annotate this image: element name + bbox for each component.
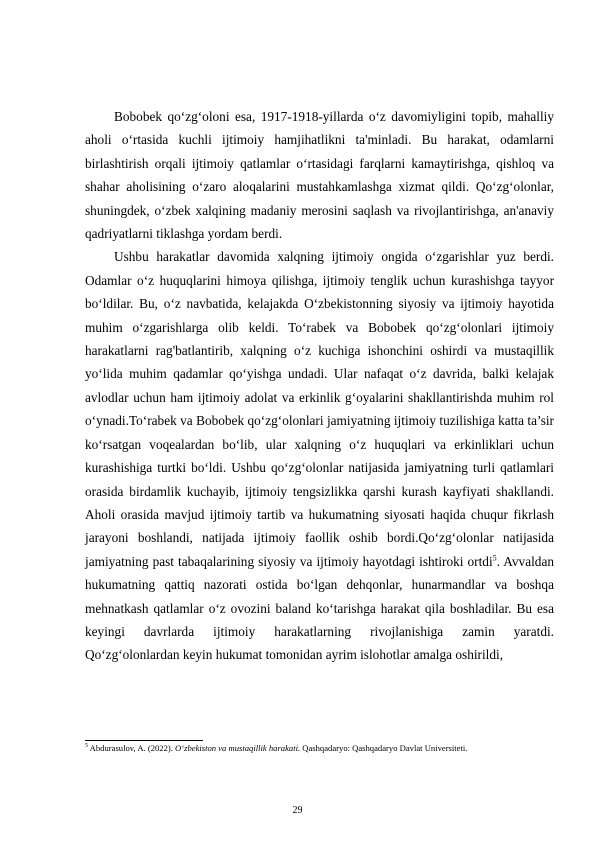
footnote [85, 743, 554, 754]
footnote-reference[interactable]: 5 [492, 553, 497, 563]
body-text [85, 105, 554, 667]
footnote-number: 5 [85, 743, 88, 750]
paragraph-2-text-after-ref: . Avvaldan hukumatning qattiq nazorati ostida bo‘lgan dehqonlar, hunarmandlar va boshqa mehnatkash qatlamlar o‘z ovozini baland ko‘tarishga harakat qila boshladilar. Bu esa keyingi davrlarda ijtimoiy harakatlarning rivojlanishiga zamin yaratdi. Qo‘zg‘olonlardan keyin hukumat tomonidan ayrim islohotlar amalga oshirildi, [85, 553, 554, 663]
paragraph-1-text: Bobobek qo‘zg‘oloni esa, 1917-1918-yillarda o‘z davomiyligini topib, mahalliy aholi o‘rtasida kuchli ijtimoiy hamjihatlikni ta'minladi. Bu harakat, odamlarni birlashtirish orqali ijtimoiy qatlamlar o‘rtasidagi farqlarni kamaytirishga, qishloq va shahar aholisining o‘zaro aloqalarini mustahkamlashga xizmat qildi. Qo‘zg‘olonlar, shuningdek, o‘zbek xalqining madaniy merosini saqlash va rivojlantirishga, an'anaviy qadriyatlarni tiklashga yordam berdi. [85, 109, 554, 242]
footnote-text-before: Abdurasulov, A. (2022). [88, 743, 176, 753]
paragraph-2 [85, 245, 554, 666]
page-number: 29 [292, 805, 303, 816]
footnote-divider [85, 740, 203, 741]
footnote-text-after: Qashqadaryo: Qashqadaryo Davlat Universiteti. [300, 743, 468, 753]
paragraph-2-text-before-ref: Ushbu harakatlar davomida xalqning ijtimoiy ongida o‘zgarishlar yuz berdi. Odamlar o‘z huquqlarini himoya qilishga, ijtimoiy tenglik uchun kurashishga tayyor bo‘ldilar. Bu, o‘z navbatida, kelajakda O‘zbekistonning siyosiy va ijtimoiy hayotida muhim o‘zgarishlarga olib keldi. To‘rabek va Bobobek qo‘zg‘olonlari ijtimoiy harakatlarni rag'batlantirib, xalqning o‘z kuchiga ishonchini oshirdi va mustaqillik yo‘lida muhim qadamlar qo‘yishga undadi. Ular nafaqat o‘z davrida, balki kelajak avlodlar uchun ham ijtimoiy adolat va erkinlik g‘oyalarini shakllantirishda muhim rol o‘ynadi.To‘rabek va Bobobek qo‘zg‘olonlari jamiyatning ijtimoiy tuzilishiga katta ta’sir ko‘rsatgan voqealardan bo‘lib, ular xalqning o‘z huquqlari va erkinliklari uchun kurashishiga turtki bo‘ldi. Ushbu qo‘zg‘olonlar natijasida jamiyatning turli qatlamlari orasida birdamlik kuchayib, ijtimoiy tengsizlikka qarshi kurash kayfiyati shakllandi. Aholi orasida mavjud ijtimoiy tartib va hukumatning siyosati haqida chuqur fikrlash jarayoni boshlandi, natijada ijtimoiy faollik oshib bordi.Qo‘zg‘olonlar natijasida jamiyatning past tabaqalarining siyosiy va ijtimoiy hayotdagi ishtiroki ortdi [85, 249, 554, 569]
paragraph-1 [85, 105, 554, 245]
footnote-title: O‘zbekiston va mustaqillik harakati. [175, 743, 301, 753]
